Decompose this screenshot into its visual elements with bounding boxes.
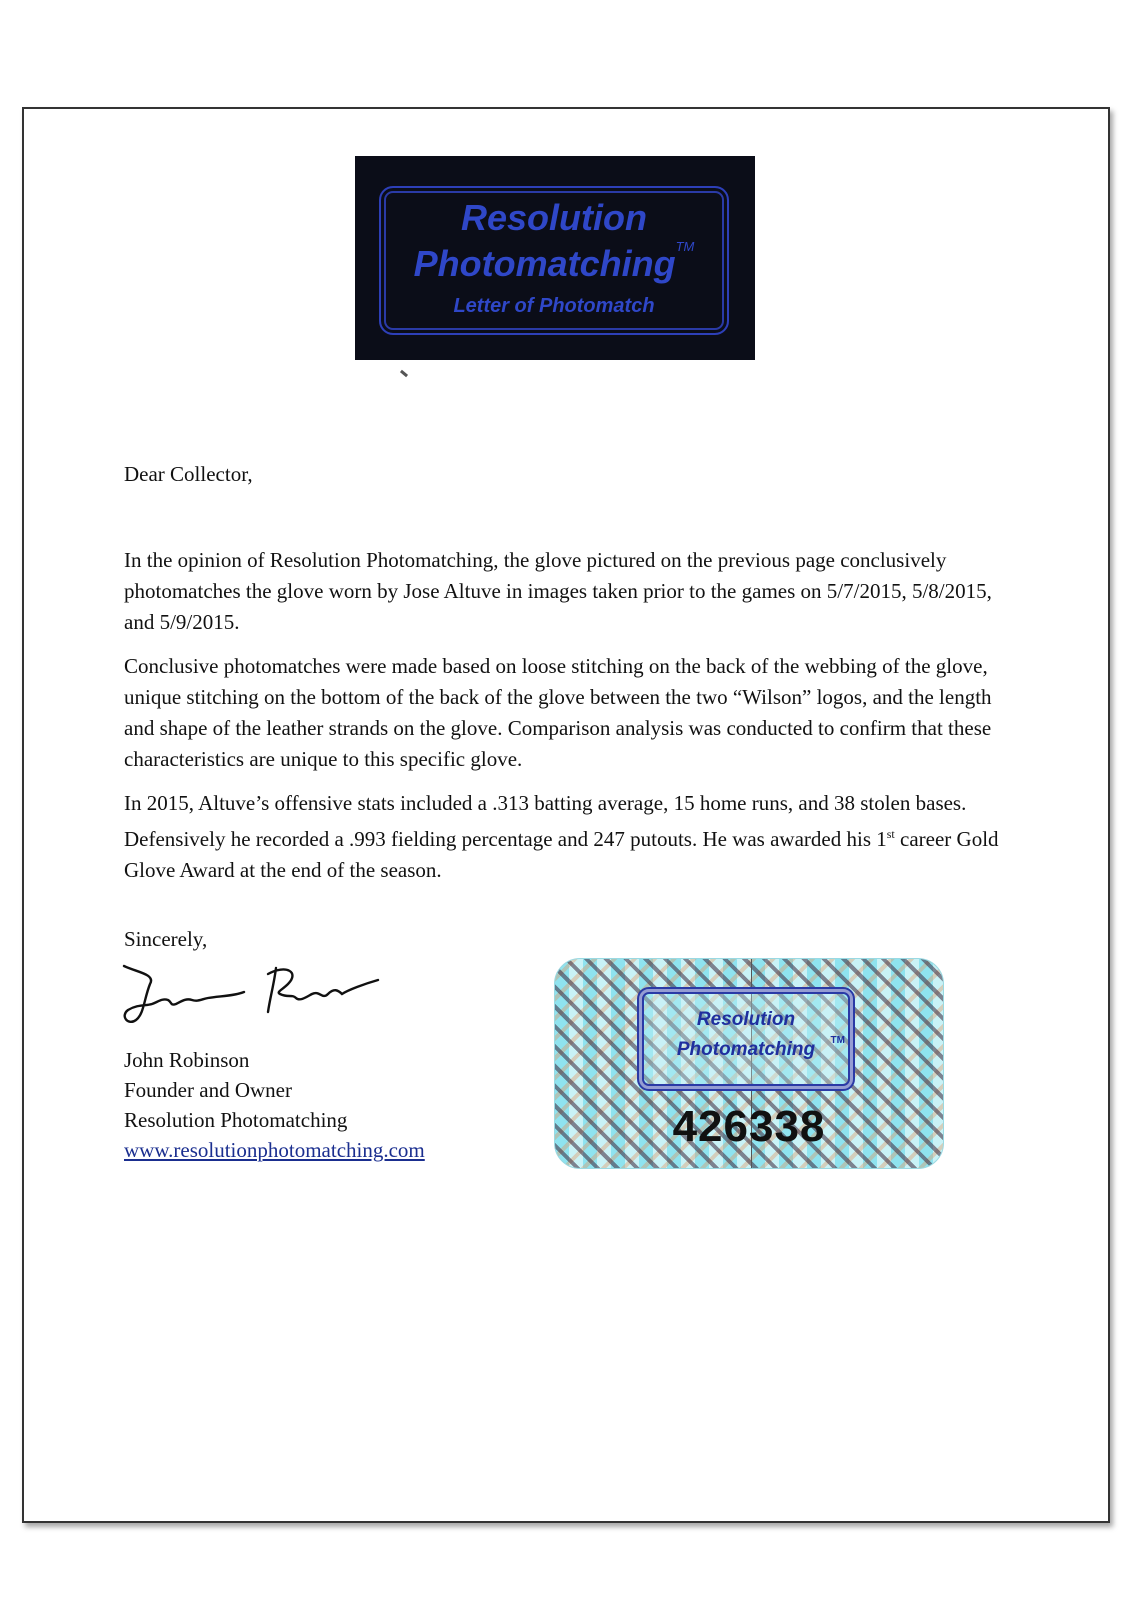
hologram-serial-number: 426338 [672,1102,826,1151]
handwritten-signature [116,954,386,1034]
logo-trademark: TM [675,239,695,254]
paragraph-stats [124,788,1004,886]
hologram-badge [637,987,855,1091]
hologram-sticker [554,958,944,1169]
logo-line-1: Resolution [461,197,647,238]
signer-name: John Robinson [124,1048,250,1072]
paragraph-opinion: In the opinion of Resolution Photomatching, the glove pictured on the previous page conclusively photomatches the glove worn by Jose Altuve in images taken prior to the games on 5/7/2015, 5/8/2015, and 5/9/2015. [124,548,992,634]
logo-subtitle: Letter of Photomatch [453,295,655,317]
hologram-trademark: TM [830,1035,845,1046]
closing: Sincerely, [124,927,208,951]
logo-border [379,186,729,335]
hologram-line-1: Resolution [696,1009,796,1030]
paragraph-basis: Conclusive photomatches were made based on loose stitching on the back of the webbing of the glove, unique stitching on the bottom of the back of the glove between the two “Wilson” logos, and the length and shape of the leather strands on the glove. Comparison analysis was conducted to confirm that these characteristics are unique to this specific glove. [124,654,992,771]
logo-line-2 [381,239,727,285]
ordinal-suffix: st [886,827,895,841]
letter-page [22,107,1110,1523]
website-link[interactable]: www.resolutionphotomatching.com [124,1138,425,1162]
signature-block [124,1045,425,1165]
signer-company: Resolution Photomatching [124,1108,348,1132]
company-logo [355,156,755,360]
paper-speck [400,370,408,377]
logo-line-2-text: Photomatching [413,243,676,284]
stats-text-end: career Gold Glove Award at the end of the season. [124,827,999,882]
greeting: Dear Collector, [124,462,253,486]
signer-title: Founder and Owner [124,1078,292,1102]
hologram-line-2: Photomatching [676,1039,816,1060]
stats-text-start: In 2015, Altuve’s offensive stats included a .313 batting average, 15 home runs, and 38 stolen bases. Defensively he recorded a .993 fielding percentage and 247 putouts. He was awarded his 1 [124,791,967,851]
